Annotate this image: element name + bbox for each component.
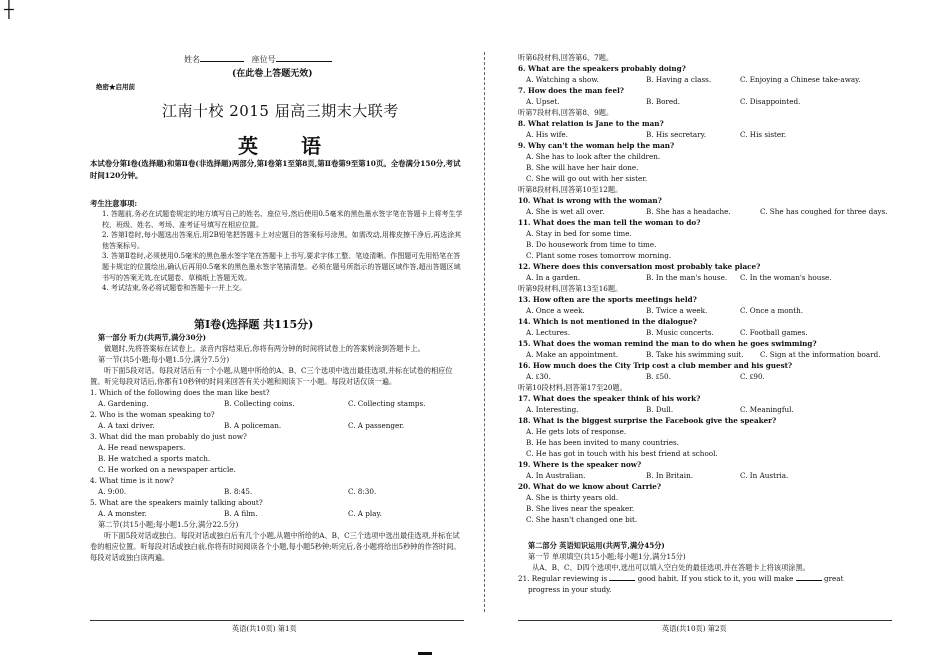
option-a: A. Interesting.: [526, 405, 579, 414]
option-line: C. She will go out with her sister.: [526, 174, 648, 183]
option-a: A. In Australian.: [526, 471, 586, 480]
option-line: B. He has been invited to many countries.: [526, 438, 679, 447]
options-row: [518, 96, 892, 107]
question-text: 13. How often are the sports meetings held?: [518, 295, 697, 304]
sec1-desc: 听下面5段对话。每段对话后有一个小题,从题中所给的A、B、C三个选项中选出最佳选项,并标在试卷的相应位置。听完每段对话后,你都有10秒钟的时间来回答有关小题和阅读下一小题。每段对话仅读一遍。: [90, 366, 453, 386]
question-2: [90, 409, 464, 431]
sec2-desc: 听下面5段对话或独白。每段对话或独白后有几个小题,从题中所给的A、B、C三个选项中选出最佳选项,并标在试卷的相应位置。听每段对话或独白前,你将有时间阅读各个小题,每小题5秒钟;听完后,各小题将给出5秒钟的作答时间。每段对话或独白读两遍。: [90, 531, 461, 562]
option-line: C. She hasn't changed one bit.: [526, 515, 638, 524]
answer-blank: [609, 573, 635, 581]
q21-part-d: progress in your study.: [528, 585, 612, 594]
option-c: C. Meaningful.: [740, 405, 794, 414]
question-text: 3. What did the man probably do just now?: [90, 432, 247, 441]
options-row: [518, 305, 892, 316]
option-c: C. Sign at the information board.: [760, 350, 881, 359]
name-blank: [200, 53, 244, 62]
q21-part-a: 21. Regular reviewing is: [518, 574, 608, 583]
option-c: C. A passenger.: [348, 421, 405, 430]
options-row: [518, 206, 892, 217]
options-row: [90, 420, 464, 431]
option-line: A. He gets lots of response.: [526, 427, 627, 436]
question-4: [90, 475, 464, 497]
sec2-title: 第二节(共15小题;每小题1.5分,满分22.5分): [98, 520, 239, 529]
option-b: B. Music concerts.: [646, 328, 714, 337]
page-divider: [484, 52, 485, 612]
options-row: [518, 129, 892, 140]
question-text: 11. What does the man tell the woman to do?: [518, 218, 701, 227]
option-b: B. Having a class.: [646, 75, 712, 84]
option-line: B. She will have her hair done.: [526, 163, 639, 172]
option-c: C. Once a month.: [740, 306, 804, 315]
notes-list: [102, 209, 464, 294]
sec1-title: 第一节(共5小题;每小题1.5分,满分7.5分): [98, 355, 230, 364]
option-a: A. Make an appointment.: [526, 350, 618, 359]
material-heading: 听第8段材料,回答第10至12题。: [518, 185, 623, 194]
question-text: 7. How does the man feel?: [518, 86, 625, 95]
option-c: C. He worked on a newspaper article.: [98, 465, 236, 474]
footer-rule: [518, 620, 892, 621]
option-c: C. Collecting stamps.: [348, 399, 426, 408]
option-c: C. Enjoying a Chinese take-away.: [740, 75, 861, 84]
option-line: A. She has to look after the children.: [526, 152, 661, 161]
options-row: [90, 508, 464, 519]
option-c: C. In the woman's house.: [740, 273, 832, 282]
question-text: 2. Who is the woman speaking to?: [90, 410, 215, 419]
option-b: B. Collecting coins.: [224, 399, 295, 408]
options-row: [518, 404, 892, 415]
option-c: C. A play.: [348, 509, 382, 518]
option-line: C. He has got in touch with his best friend at school.: [526, 449, 718, 458]
option-b: B. Bored.: [646, 97, 681, 106]
question-text: 16. How much does the City Trip cost a club member and his guest?: [518, 361, 793, 370]
question-21: [518, 573, 892, 584]
option-b: B. Twice a week.: [646, 306, 708, 315]
question-text: 1. Which of the following does the man like best?: [90, 388, 270, 397]
material-heading: 听第6段材料,回答第6、7题。: [518, 53, 614, 62]
question-5: [90, 497, 464, 519]
option-a: A. Upset.: [526, 97, 560, 106]
footer-rule: [90, 620, 464, 621]
note-item: 4. 考试结束,务必将试题卷和答题卡一并上交。: [102, 284, 247, 293]
option-b: B. She has a headache.: [646, 207, 731, 216]
part2-title: 第二部分 英语知识运用(共两节,满分45分): [528, 541, 665, 550]
options-row: [90, 486, 464, 497]
question-text: 20. What do we know about Carrie?: [518, 482, 662, 491]
question-text: 4. What time is it now?: [90, 476, 174, 485]
question-text: 12. Where does this conversation most probably take place?: [518, 262, 761, 271]
option-a: A. 9:00.: [98, 487, 127, 496]
option-line: B. Do housework from time to time.: [526, 240, 657, 249]
page-footer: 英语(共10页) 第2页: [662, 624, 727, 633]
options-row: [518, 371, 892, 382]
option-c: C. Football games.: [740, 328, 808, 337]
question-text: 17. What does the speaker think of his work?: [518, 394, 701, 403]
options-row: [90, 398, 464, 409]
material-heading: 听第10段材料,回答第17至20题。: [518, 383, 627, 392]
option-a: A. Once a week.: [526, 306, 585, 315]
question-text: 15. What does the woman remind the man to do when he goes swimming?: [518, 339, 817, 348]
option-a: A. He read newspapers.: [98, 443, 186, 452]
grammar-section: [518, 540, 892, 595]
name-seat-line: [184, 53, 332, 65]
note-item: 2. 答第Ⅰ卷时,每小题选出答案后,用2B铅笔把答题卡上对应题目的答案标号涂黑。如需改动,用橡皮擦干净后,再选涂其他答案标号。: [102, 231, 462, 250]
page-footer: 英语(共10页) 第1页: [232, 624, 297, 633]
subject-title: 英 语: [238, 134, 339, 158]
secret-label: 绝密★启用前: [96, 83, 135, 91]
option-b: B. 8:45.: [224, 487, 253, 496]
intro-paragraph: 本试卷分第Ⅰ卷(选择题)和第Ⅱ卷(非选择题)两部分,第Ⅰ卷第1至第8页,第Ⅱ卷第9至第10页。全卷满分150分,考试时间120分钟。: [90, 159, 461, 180]
option-a: A. Lectures.: [526, 328, 570, 337]
option-b: B. His secretary.: [646, 130, 707, 139]
seat-label: 座位号: [251, 55, 276, 64]
options-row: [518, 470, 892, 481]
note-item: 1. 答题前,务必在试题卷规定的地方填写自己的姓名、座位号,然后使用0.5毫米的黑色墨水签字笔在答题卡上将考生学校、班级、姓名、考场、准考证号填写在相应位置。: [102, 210, 463, 229]
option-c: C. 8:30.: [348, 487, 377, 496]
q21-part-b: good habit. If you stick to it, you will make: [637, 574, 794, 583]
option-c: C. She has coughed for three days.: [760, 207, 888, 216]
option-a: A. Watching a show.: [526, 75, 599, 84]
option-c: C. In Austria.: [740, 471, 789, 480]
option-a: A. ₤30.: [526, 372, 551, 381]
option-line: C. Plant some roses tomorrow morning.: [526, 251, 672, 260]
question-1: [90, 387, 464, 409]
part1-title: 第一部分 听力(共两节,满分30分): [98, 333, 207, 342]
option-line: B. She lives near the speaker.: [526, 504, 635, 513]
question-text: 18. What is the biggest surprise the Facebook give the speaker?: [518, 416, 777, 425]
option-a: A. Gardening.: [98, 399, 149, 408]
option-b: B. Take his swimming suit.: [646, 350, 744, 359]
exam-title: 江南十校 2015 届高三期末大联考: [162, 102, 399, 120]
option-a: A. His wife.: [526, 130, 568, 139]
option-b: B. ₤50.: [646, 372, 671, 381]
option-a: A. A monster.: [98, 509, 147, 518]
question-text: 10. What is wrong with the woman?: [518, 196, 662, 205]
option-a: A. In a garden.: [526, 273, 581, 282]
q21-part-c: great: [824, 574, 844, 583]
options-row: [518, 74, 892, 85]
question-text: 9. Why can't the woman help the man?: [518, 141, 675, 150]
material-heading: 听第7段材料,回答第8、9题。: [518, 108, 614, 117]
material-heading: 听第9段材料,回答第13至16题。: [518, 284, 623, 293]
question-text: 6. What are the speakers probably doing?: [518, 64, 686, 73]
option-c: C. Disappointed.: [740, 97, 801, 106]
option-a: A. A taxi driver.: [98, 421, 155, 430]
crop-mark-icon: ┼: [4, 0, 14, 19]
part2-sec1-title: 第一节 单项填空(共15小题;每小题1分,满分15分): [528, 552, 686, 561]
option-b: B. In the man's house.: [646, 273, 728, 282]
option-line: A. Stay in bed for some time.: [526, 229, 632, 238]
listening-section: [90, 332, 464, 563]
question-text: 19. Where is the speaker now?: [518, 460, 642, 469]
option-b: B. A policeman.: [224, 421, 282, 430]
page-1: [72, 0, 464, 660]
note-item: 3. 答第Ⅱ卷时,必须使用0.5毫米的黑色墨水签字笔在答题卡上书写,要求字体工整、笔迹清晰。作图题可先用铅笔在答题卡规定的位置绘出,确认后再用0.5毫米的黑色墨水签字笔描清楚。必须在题号所指示的答题区域作答,超出答题区域书写的答案无效,在试题卷、草稿纸上答题无效。: [102, 252, 461, 282]
options-row: [518, 272, 892, 283]
option-c: C. His sister.: [740, 130, 787, 139]
answer-blank: [796, 573, 822, 581]
volume-1-title: 第Ⅰ卷(选择题 共115分): [194, 318, 314, 331]
part2-desc: 从A、B、C、D四个选项中,选出可以填入空白处的最佳选项,并在答题卡上将该项涂黑。: [532, 563, 810, 572]
option-b: B. He watched a sports match.: [98, 454, 211, 463]
question-text: 5. What are the speakers mainly talking about?: [90, 498, 263, 507]
option-b: B. Dull.: [646, 405, 674, 414]
options-row: [518, 349, 892, 360]
notes-title: 考生注意事项:: [90, 199, 138, 208]
name-label: 姓名: [184, 55, 200, 64]
part1-desc: 做题时,先将答案标在试卷上。录音内容结束后,你将有两分钟的时间将试卷上的答案转涂到答题卡上。: [104, 344, 425, 353]
no-answer-note: (在此卷上答题无效): [232, 69, 313, 79]
options-row: [518, 327, 892, 338]
option-line: A. She is thirty years old.: [526, 493, 619, 502]
scan-mark: [418, 652, 432, 655]
option-c: C. ₤90.: [740, 372, 765, 381]
option-b: B. A film.: [224, 509, 258, 518]
option-b: B. In Britain.: [646, 471, 694, 480]
option-a: A. She is wet all over.: [526, 207, 605, 216]
question-3: [90, 431, 464, 475]
question-text: 14. Which is not mentioned in the dialogue?: [518, 317, 697, 326]
listening-questions: [518, 52, 892, 525]
seat-blank: [276, 53, 332, 62]
question-text: 8. What relation is Jane to the man?: [518, 119, 664, 128]
page-2: [512, 0, 892, 660]
